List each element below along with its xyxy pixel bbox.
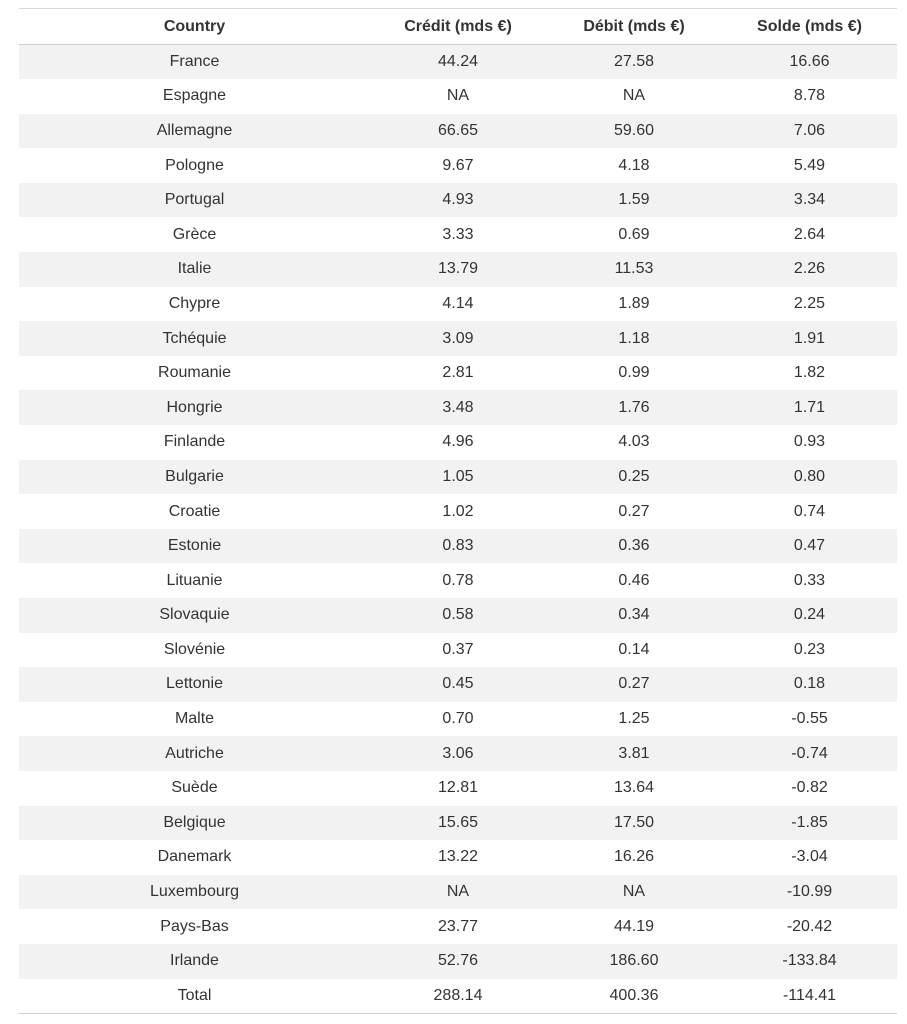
header-country: Country [163, 17, 226, 35]
cell-debit: 0.27 [618, 675, 650, 693]
cell-solde: -20.42 [786, 917, 833, 935]
cell-credit: 15.65 [437, 813, 479, 831]
cell-country: Danemark [157, 848, 232, 866]
cell-solde: -133.84 [782, 952, 837, 970]
cell-credit: 288.14 [433, 986, 483, 1004]
table-row [19, 114, 897, 149]
cell-credit: NA [446, 883, 470, 901]
cell-credit: 52.76 [437, 952, 479, 970]
table-header [19, 9, 897, 45]
table-row [19, 944, 897, 979]
cell-credit: 44.24 [437, 53, 479, 71]
data-table-container [19, 8, 897, 1014]
cell-country: Total [177, 986, 212, 1004]
cell-credit: 3.33 [442, 225, 474, 243]
cell-country: Lituanie [166, 571, 223, 589]
cell-country: Slovaquie [159, 606, 230, 624]
cell-country: Italie [177, 260, 212, 278]
cell-credit: 3.09 [442, 329, 474, 347]
cell-debit: 1.59 [618, 191, 650, 209]
cell-debit: 27.58 [613, 53, 655, 71]
table-row [19, 460, 897, 495]
cell-debit: 0.36 [618, 537, 650, 555]
cell-debit: 1.89 [618, 294, 650, 312]
table-body [19, 45, 897, 1014]
table-row [19, 909, 897, 944]
cell-debit: 17.50 [613, 813, 655, 831]
cell-solde: -10.99 [786, 883, 833, 901]
cell-country: Tchéquie [162, 329, 227, 347]
cell-solde: 0.18 [793, 675, 826, 693]
cell-country: Roumanie [158, 364, 231, 382]
cell-credit: 1.02 [442, 502, 474, 520]
cell-country: Lettonie [166, 675, 223, 693]
cell-country: Allemagne [156, 121, 233, 139]
cell-country: Slovénie [163, 640, 226, 658]
table-row [19, 979, 897, 1014]
cell-credit: 12.81 [437, 779, 479, 797]
cell-country: Pologne [165, 156, 224, 174]
cell-solde: 1.71 [793, 398, 826, 416]
cell-debit: NA [622, 883, 646, 901]
table-row [19, 252, 897, 287]
cell-country: Finlande [163, 433, 226, 451]
cell-debit: 3.81 [618, 744, 650, 762]
table-row [19, 425, 897, 460]
table-row [19, 771, 897, 806]
cell-solde: 3.34 [793, 191, 826, 209]
cell-credit: 13.79 [437, 260, 479, 278]
cell-debit: 0.27 [618, 502, 650, 520]
table-row [19, 667, 897, 702]
table-row [19, 321, 897, 356]
cell-credit: 0.37 [442, 640, 474, 658]
cell-country: Croatie [168, 502, 221, 520]
cell-debit: 1.76 [618, 398, 650, 416]
header-credit: Crédit (mds €) [404, 17, 512, 35]
cell-solde: 2.64 [793, 225, 826, 243]
table-row [19, 287, 897, 322]
table-row [19, 702, 897, 737]
table-row [19, 806, 897, 841]
cell-solde: 0.33 [793, 571, 826, 589]
cell-country: Luxembourg [150, 883, 239, 901]
cell-country: Pays-Bas [160, 917, 229, 935]
table-row [19, 494, 897, 529]
cell-debit: 0.34 [618, 606, 650, 624]
cell-country: Belgique [163, 813, 226, 831]
cell-solde: -0.55 [791, 710, 828, 728]
cell-solde: 1.91 [793, 329, 826, 347]
cell-credit: 0.70 [442, 710, 474, 728]
cell-country: Portugal [164, 191, 225, 209]
cell-debit: 44.19 [613, 917, 655, 935]
cell-country: Chypre [168, 294, 221, 312]
cell-credit: 0.83 [442, 537, 474, 555]
cell-debit: 4.18 [618, 156, 650, 174]
header-row [19, 9, 897, 45]
table-row [19, 183, 897, 218]
cell-debit: 0.69 [618, 225, 650, 243]
cell-credit: 23.77 [437, 917, 479, 935]
cell-credit: 2.81 [442, 364, 474, 382]
cell-solde: 5.49 [793, 156, 826, 174]
cell-credit: 4.14 [442, 294, 474, 312]
cell-debit: 11.53 [614, 260, 654, 278]
cell-country: Autriche [165, 744, 224, 762]
cell-debit: 0.14 [618, 640, 650, 658]
cell-debit: 59.60 [613, 121, 655, 139]
table-row [19, 529, 897, 564]
cell-solde: 0.93 [793, 433, 826, 451]
cell-solde: 2.26 [793, 260, 826, 278]
table-row [19, 736, 897, 771]
cell-country: Bulgarie [165, 467, 224, 485]
cell-solde: 0.23 [793, 640, 826, 658]
cell-debit: 400.36 [609, 986, 659, 1004]
cell-solde: -1.85 [791, 813, 828, 831]
cell-solde: -114.41 [782, 986, 837, 1004]
cell-credit: 66.65 [437, 121, 479, 139]
cell-credit: 13.22 [437, 848, 479, 866]
cell-debit: 0.99 [618, 364, 650, 382]
cell-debit: 16.26 [613, 848, 655, 866]
cell-debit: 186.60 [609, 952, 659, 970]
cell-credit: 3.48 [442, 398, 474, 416]
cell-debit: 1.25 [618, 710, 650, 728]
table-row [19, 148, 897, 183]
table-row [19, 356, 897, 391]
cell-solde: -3.04 [791, 848, 828, 866]
cell-debit: 0.46 [618, 571, 650, 589]
cell-debit: 13.64 [613, 779, 655, 797]
cell-solde: 0.74 [793, 502, 826, 520]
cell-country: Estonie [167, 537, 222, 555]
cell-credit: 3.06 [442, 744, 474, 762]
cell-debit: 1.18 [618, 329, 650, 347]
table-row [19, 840, 897, 875]
cell-solde: 0.24 [793, 606, 826, 624]
header-solde: Solde (mds €) [757, 17, 862, 35]
cell-country: Grèce [172, 225, 217, 243]
cell-credit: 4.93 [442, 191, 474, 209]
cell-credit: 4.96 [442, 433, 474, 451]
table-row [19, 79, 897, 114]
cell-solde: 2.25 [793, 294, 826, 312]
cell-solde: -0.74 [791, 744, 828, 762]
table-row [19, 563, 897, 598]
cell-debit: NA [622, 87, 646, 105]
table-row [19, 875, 897, 910]
cell-solde: 7.06 [793, 121, 826, 139]
cell-debit: 4.03 [618, 433, 650, 451]
cell-solde: 16.66 [789, 53, 830, 71]
cell-credit: 0.78 [442, 571, 474, 589]
country-balance-table [19, 8, 897, 1014]
table-row [19, 633, 897, 668]
cell-solde: 1.82 [793, 364, 826, 382]
cell-credit: 1.05 [442, 467, 474, 485]
cell-country: Espagne [162, 87, 227, 105]
table-row [19, 217, 897, 252]
cell-credit: 0.45 [442, 675, 474, 693]
cell-debit: 0.25 [618, 467, 650, 485]
cell-solde: 8.78 [793, 87, 826, 105]
cell-country: France [169, 53, 220, 71]
cell-credit: NA [446, 87, 470, 105]
cell-country: Irlande [170, 952, 219, 970]
cell-solde: 0.80 [793, 467, 826, 485]
cell-credit: 9.67 [442, 156, 474, 174]
table-row [19, 390, 897, 425]
table-row [19, 598, 897, 633]
header-debit: Débit (mds €) [583, 17, 685, 35]
table-row [19, 45, 897, 80]
cell-credit: 0.58 [442, 606, 474, 624]
cell-country: Suède [171, 779, 218, 797]
cell-solde: 0.47 [793, 537, 826, 555]
cell-country: Malte [174, 710, 215, 728]
cell-country: Hongrie [166, 398, 223, 416]
cell-solde: -0.82 [791, 779, 828, 797]
